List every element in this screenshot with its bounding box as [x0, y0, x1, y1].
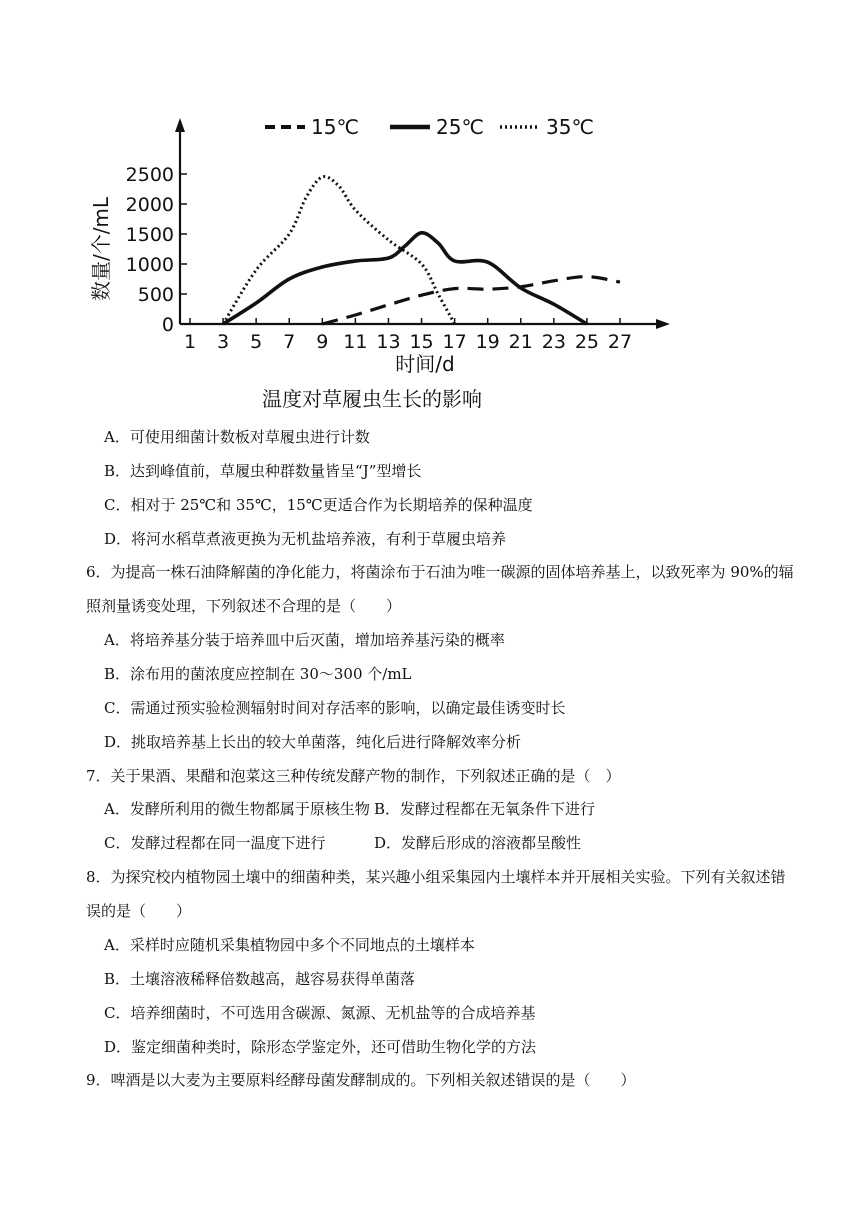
q6-option-a: A．将培养基分装于培养皿中后灭菌，增加培养基污染的概率 — [104, 631, 505, 649]
q8-stem-line1: 8．为探究校内植物园土壤中的细菌种类，某兴趣小组采集园内土壤样本并开展相关实验。下列有关叙述错 — [86, 868, 786, 886]
chart-legend — [265, 115, 594, 139]
x-tick-label: 21 — [508, 331, 533, 353]
q5-option-b: B．达到峰值前，草履虫种群数量皆呈“J”型增长 — [104, 462, 422, 480]
x-tick-label: 27 — [607, 331, 633, 353]
q8-option-a: A．采样时应随机采集植物园中多个不同地点的土壤样本 — [104, 936, 475, 954]
y-tick-label: 500 — [137, 284, 174, 306]
legend-label-2: 25℃ — [436, 115, 484, 139]
q7-option-b: B．发酵过程都在无氧条件下进行 — [374, 800, 596, 818]
x-tick-label: 25 — [574, 331, 600, 353]
q8-stem-line2: 误的是（ ） — [86, 902, 192, 920]
q7-option-d: D．发酵后形成的溶液都呈酸性 — [374, 834, 582, 852]
q6-option-c: C．需通过预实验检测辐射时间对存活率的影响，以确定最佳诱变时长 — [104, 699, 566, 717]
x-tick-label: 15 — [409, 331, 434, 353]
x-tick-label: 17 — [442, 331, 467, 353]
x-tick-label: 19 — [475, 331, 500, 353]
x-tick-label: 5 — [250, 331, 263, 353]
y-tick-label: 2000 — [125, 194, 174, 216]
y-tick-label: 1000 — [125, 254, 174, 276]
q8-option-c: C．培养细菌时，不可选用含碳源、氮源、无机盐等的合成培养基 — [104, 1004, 536, 1022]
x-axis-arrow — [656, 319, 670, 329]
q5-option-d: D．将河水稻草煮液更换为无机盐培养液，有利于草履虫培养 — [104, 530, 507, 548]
q5-option-c: C．相对于 25℃和 35℃，15℃更适合作为长期培养的保种温度 — [104, 496, 533, 514]
y-tick-label: 2500 — [125, 164, 174, 186]
x-axis-label: 时间/d — [395, 352, 455, 376]
x-tick-label: 11 — [343, 331, 368, 353]
q9-stem: 9．啤酒是以大麦为主要原料经酵母菌发酵制成的。下列相关叙述错误的是（ ） — [86, 1071, 636, 1089]
population-chart — [80, 110, 700, 420]
q6-option-b: B．涂布用的菌浓度应控制在 30～300 个/mL — [104, 665, 412, 683]
q7-stem: 7．关于果酒、果醋和泡菜这三种传统发酵产物的制作，下列叙述正确的是（ ） — [86, 767, 621, 785]
y-tick-label: 1500 — [125, 224, 174, 246]
q8-option-b: B．土壤溶液稀释倍数越高，越容易获得单菌落 — [104, 970, 416, 988]
q5-option-a: A．可使用细菌计数板对草履虫进行计数 — [104, 428, 370, 446]
x-tick-label: 3 — [217, 331, 230, 353]
x-tick-label: 1 — [183, 331, 197, 353]
q6-stem-line1: 6．为提高一株石油降解菌的净化能力，将菌涂布于石油为唯一碳源的固体培养基上，以致死率为 90%的辐 — [86, 563, 794, 581]
q7-option-a: A．发酵所利用的微生物都属于原核生物 — [104, 800, 370, 818]
x-tick-label: 9 — [316, 331, 329, 353]
q7-options-row1 — [104, 799, 595, 819]
legend-label-3: 35℃ — [546, 115, 594, 139]
y-tick-label: 0 — [161, 314, 174, 336]
q7-options-row2 — [104, 833, 581, 853]
q7-option-c: C．发酵过程都在同一温度下进行 — [104, 834, 326, 852]
x-tick-label: 13 — [376, 331, 401, 353]
chart-series — [223, 177, 620, 324]
q6-stem-line2: 照剂量诱变处理，下列叙述不合理的是（ ） — [86, 597, 402, 615]
q8-option-d: D．鉴定细菌种类时，除形态学鉴定外，还可借助生物化学的方法 — [104, 1038, 537, 1056]
x-tick-label: 7 — [283, 331, 296, 353]
y-axis-label: 数量/个/mL — [89, 196, 113, 302]
x-tick-label: 23 — [541, 331, 566, 353]
chart-svg — [80, 110, 700, 420]
q6-option-d: D．挑取培养基上长出的较大单菌落，纯化后进行降解效率分析 — [104, 733, 522, 751]
chart-title: 温度对草履虫生长的影响 — [262, 387, 482, 411]
legend-label-1: 15℃ — [311, 115, 359, 139]
chart-axes — [175, 118, 670, 329]
y-axis-arrow — [175, 118, 185, 132]
